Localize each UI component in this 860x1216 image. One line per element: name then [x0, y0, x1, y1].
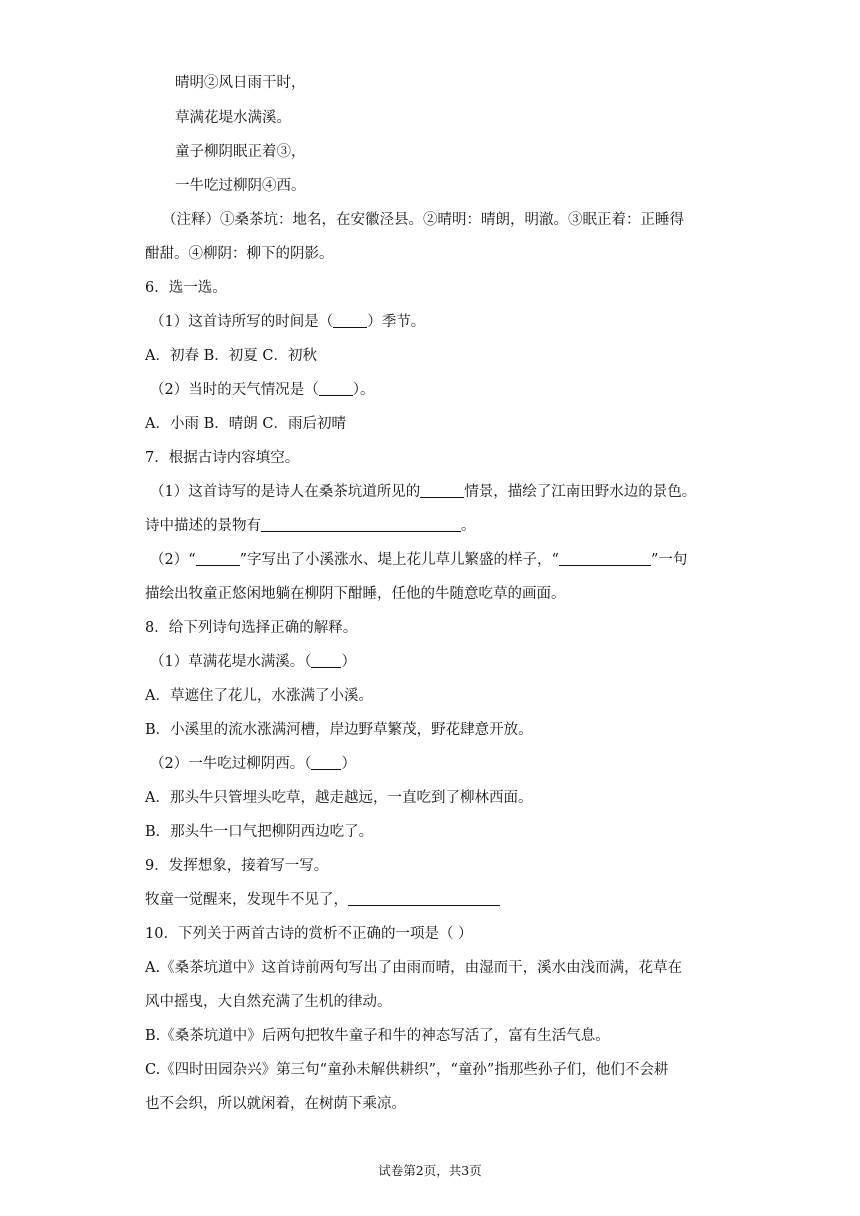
question-7-sub-1-suffix: 情景，描绘了江南田野水边的景色。	[464, 484, 697, 500]
question-6-sub-1-prompt: （1）这首诗所写的时间是（	[150, 314, 334, 330]
question-7-sub-1-line-2	[145, 516, 725, 536]
question-6-sub-1	[150, 312, 730, 332]
question-10-option-a-line-2: 风中摇曳，大自然充满了生机的律动。	[145, 994, 392, 1010]
question-8-sub-2-option-a: A．那头牛只管埋头吃草，越走越远，一直吃到了柳林西面。	[145, 790, 533, 806]
poem-line-3: 童子柳阴眠正着③，	[175, 144, 306, 160]
answer-blank[interactable]	[311, 754, 341, 770]
question-9-prompt: 牧童一觉醒来，发现牛不见了，	[145, 892, 348, 908]
question-7-sub-1	[150, 482, 730, 502]
question-7-sub-2-open: （2）“	[150, 552, 196, 568]
question-8-sub-2	[150, 754, 730, 774]
answer-blank[interactable]	[333, 312, 367, 328]
question-8-sub-1-prompt: （1）草满花堤水满溪。（	[150, 654, 312, 670]
question-7-sub-2-close: ”一句	[650, 552, 688, 568]
question-8-title: 8．给下列诗句选择正确的解释。	[145, 620, 358, 636]
question-10-option-c-line-2: 也不会织，所以就闲着，在树荫下乘凉。	[145, 1096, 406, 1112]
question-7-sub-2	[150, 550, 730, 570]
question-8-sub-2-option-b: B．那头牛一口气把柳阴西边吃了。	[145, 824, 374, 840]
question-7-sub-1-end: 。	[461, 518, 476, 534]
question-10-option-c-line-1: C.《四时田园杂兴》第三句“童孙未解供耕织”，“童孙”指那些孙子们，他们不会耕	[145, 1062, 669, 1078]
poem-line-2: 草满花堤水满溪。	[175, 110, 291, 126]
question-10-option-b: B.《桑茶坑道中》后两句把牧牛童子和牛的神态写活了，富有生活气息。	[145, 1028, 610, 1044]
question-6-sub-2-suffix: ）。	[352, 382, 375, 398]
question-6-sub-2	[150, 380, 730, 400]
question-7-sub-2-line-2: 描绘出牧童正悠闲地躺在柳阴下酣睡，任他的牛随意吃草的画面。	[145, 586, 566, 602]
question-8-sub-1-option-b: B．小溪里的流水涨满河槽，岸边野草繁茂，野花肆意开放。	[145, 722, 533, 738]
answer-blank[interactable]	[319, 380, 353, 396]
annotation-line-2: 酣甜。④柳阴：柳下的阴影。	[145, 246, 334, 262]
question-8-sub-2-suffix: ）	[341, 756, 356, 772]
answer-blank[interactable]	[261, 516, 461, 532]
question-10-option-a-line-1: A.《桑茶坑道中》这首诗前两句写出了由雨而晴，由湿而干，溪水由浅而满，花草在	[145, 960, 683, 976]
question-7-sub-1-prompt: （1）这首诗写的是诗人在桑茶坑道所见的	[150, 484, 421, 500]
question-8-sub-1	[150, 652, 730, 672]
answer-blank[interactable]	[311, 652, 341, 668]
page-footer: 试卷第2页，共3页	[378, 1163, 482, 1178]
poem-line-4: 一牛吃过柳阴④西。	[175, 178, 306, 194]
question-8-sub-2-prompt: （2）一牛吃过柳阴西。（	[150, 756, 312, 772]
question-7-sub-2-mid: ”字写出了小溪涨水、堤上花儿草儿繁盛的样子，“	[239, 552, 559, 568]
poem-line-1: 晴明②风日雨干时，	[175, 75, 306, 91]
question-6-sub-1-suffix: ）季节。	[367, 314, 426, 330]
question-6-sub-2-prompt: （2）当时的天气情况是（	[150, 382, 319, 398]
question-8-sub-1-option-a: A．草遮住了花儿，水涨满了小溪。	[145, 688, 373, 704]
question-7-sub-1-prompt-2: 诗中描述的景物有	[145, 518, 261, 534]
question-9-title: 9．发挥想象，接着写一写。	[145, 858, 329, 874]
annotation-line-1: （注释）①桑茶坑：地名，在安徽泾县。②晴明：晴朗，明澈。③眠正着：正睡得	[162, 212, 684, 228]
answer-blank[interactable]	[348, 890, 500, 906]
question-10-title: 10．下列关于两首古诗的赏析不正确的一项是（ ）	[145, 926, 473, 942]
question-6-sub-1-options: A．初春 B．初夏 C．初秋	[145, 348, 317, 364]
question-6-sub-2-options: A．小雨 B．晴朗 C．雨后初晴	[145, 416, 346, 432]
question-7-title: 7．根据古诗内容填空。	[145, 450, 300, 466]
answer-blank[interactable]	[559, 550, 651, 566]
question-6-title: 6．选一选。	[145, 280, 227, 296]
question-9-line	[145, 890, 725, 910]
question-8-sub-1-suffix: ）	[341, 654, 356, 670]
answer-blank[interactable]	[420, 482, 464, 498]
answer-blank[interactable]	[196, 550, 240, 566]
